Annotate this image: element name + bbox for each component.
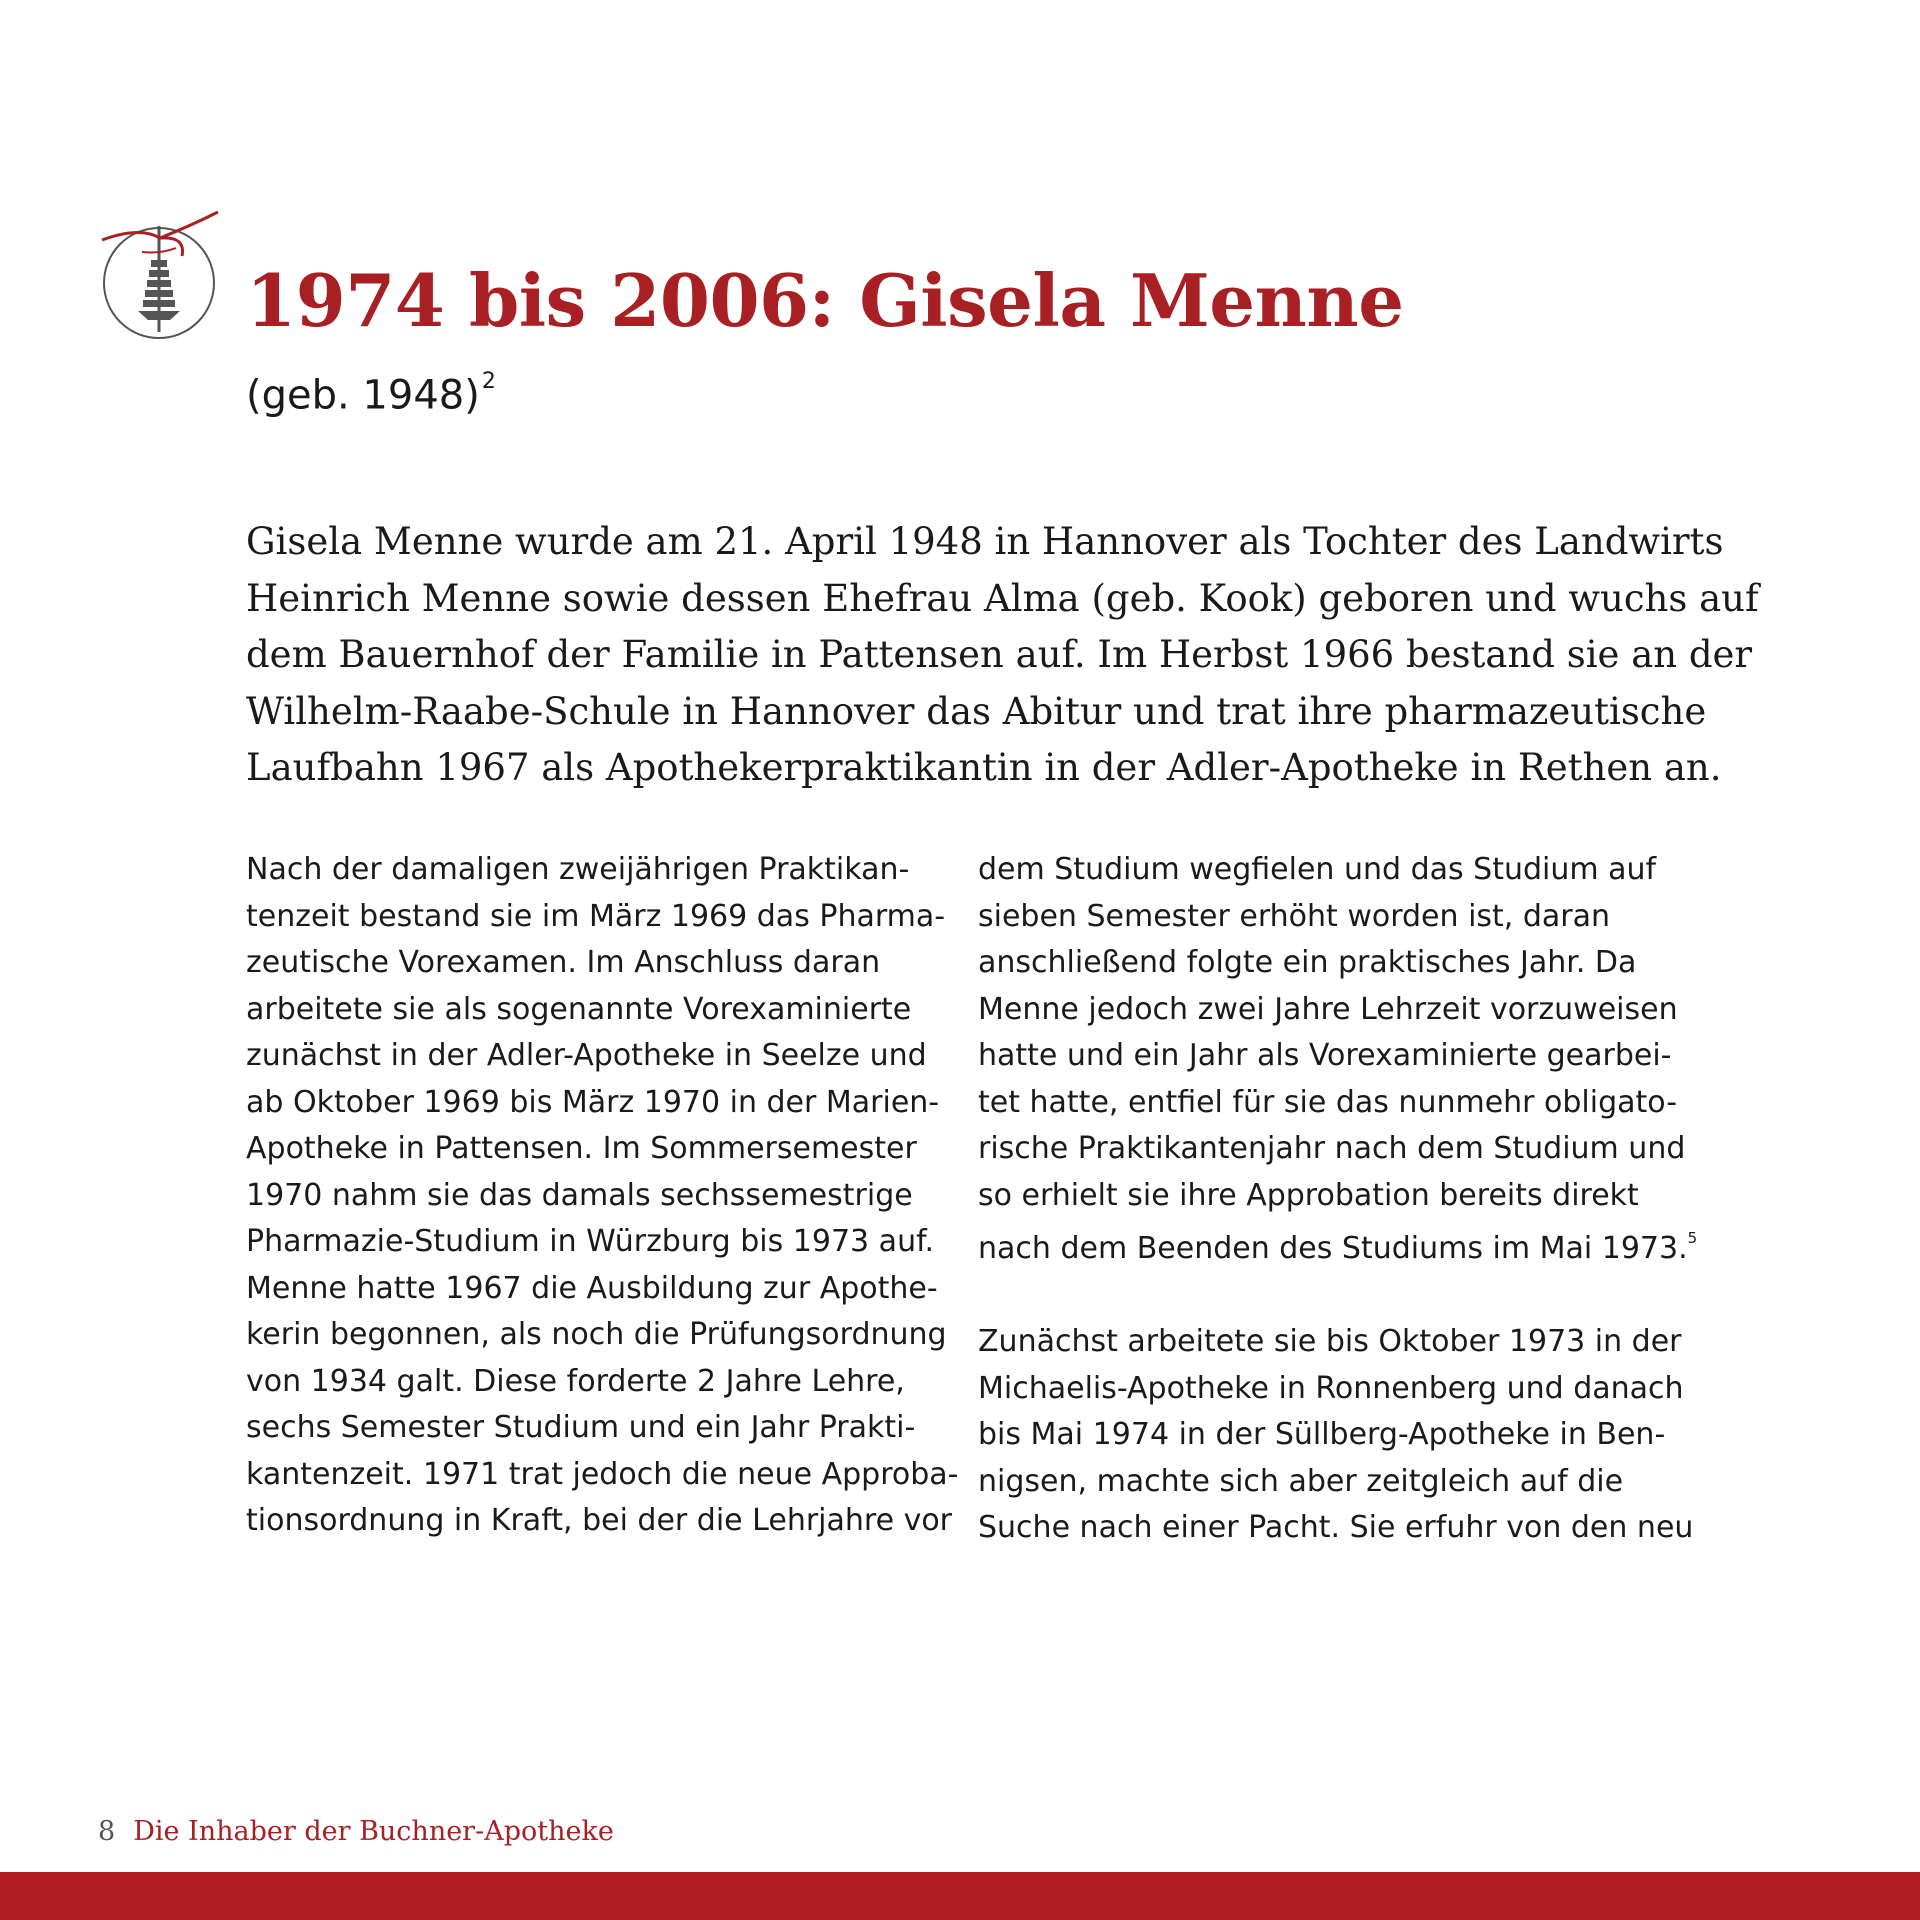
page-title: 1974 bis 2006: Gisela Menne [246, 258, 1404, 343]
text-line: bis Mai 1974 in der Süllberg-Apotheke in Ben- [978, 1417, 1666, 1452]
text-line: so erhielt sie ihre Approbation bereits direkt [978, 1177, 1639, 1213]
text-line [978, 1219, 1698, 1273]
text-line: Zunächst arbeitete sie bis Oktober 1973 in der [978, 1324, 1682, 1359]
lead-line: Gisela Menne wurde am 21. April 1948 in Hannover als Tochter des Landwirts [246, 520, 1724, 563]
lead-line: Heinrich Menne sowie dessen Ehefrau Alma (geb. Kook) geboren und wuchs auf [246, 576, 1759, 620]
paragraph-gap [978, 1273, 1678, 1320]
text-line: 1970 nahm sie das damals sechssemestrige [246, 1177, 913, 1213]
page-footer [98, 1812, 614, 1852]
lead-line: Wilhelm-Raabe-Schule in Hannover das Abitur und trat ihre pharmazeutische [246, 689, 1707, 733]
text-line: Suche nach einer Pacht. Sie erfuhr von den neu [978, 1510, 1694, 1545]
pharmacy-emblem-icon [100, 208, 230, 348]
text-line: nigsen, machte sich aber zeitgleich auf die [978, 1463, 1624, 1499]
text-line-content: nach dem Beenden des Studiums im Mai 1973. [978, 1231, 1688, 1266]
lead-line: Laufbahn 1967 als Apothekerpraktikantin in der Adler-Apotheke in Rethen an. [246, 746, 1722, 789]
lead-line: dem Bauernhof der Familie in Pattensen auf. Im Herbst 1966 bestand sie an der [246, 633, 1753, 676]
footnote-ref-5: 5 [1687, 1229, 1698, 1247]
text-line: Apotheke in Pattensen. Im Sommersemester [246, 1131, 917, 1166]
text-line: sechs Semester Studium und ein Jahr Prakti- [246, 1410, 916, 1445]
text-line: Pharmazie-Studium in Würzburg bis 1973 auf. [246, 1224, 934, 1259]
text-line: rische Praktikantenjahr nach dem Studium und [978, 1131, 1686, 1166]
lead-paragraph [246, 514, 1759, 797]
text-line: arbeitete sie als sogenannte Vorexaminierte [246, 991, 912, 1027]
text-line: tionsordnung in Kraft, bei der die Lehrjahre vor [246, 1503, 953, 1538]
body-column-left [246, 847, 959, 1545]
text-line: von 1934 galt. Diese forderte 2 Jahre Lehre, [246, 1363, 905, 1399]
running-title: Die Inhaber der Buchner-Apotheke [133, 1816, 614, 1847]
text-line: zeutische Vorexamen. Im Anschluss daran [246, 945, 881, 980]
birth-year-subtitle [246, 360, 496, 423]
text-line: hatte und ein Jahr als Vorexaminierte gearbei- [978, 1038, 1672, 1073]
text-line: zunächst in der Adler-Apotheke in Seelze und [246, 1038, 927, 1073]
text-line: Michaelis-Apotheke in Ronnenberg und danach [978, 1370, 1684, 1406]
subtitle-text: (geb. 1948) [246, 372, 480, 419]
text-line: ab Oktober 1969 bis März 1970 in der Marien- [246, 1084, 940, 1120]
text-line: dem Studium wegfielen und das Studium auf [978, 852, 1657, 887]
footer-color-bar [0, 1872, 1920, 1920]
text-line: sieben Semester erhöht worden ist, daran [978, 898, 1611, 934]
footnote-ref-2: 2 [481, 369, 496, 394]
text-line: Menne hatte 1967 die Ausbildung zur Apothe- [246, 1270, 938, 1306]
text-line: Nach der damaligen zweijährigen Praktikan- [246, 852, 910, 887]
text-line: Menne jedoch zwei Jahre Lehrzeit vorzuweisen [978, 991, 1678, 1027]
text-line: tet hatte, entfiel für sie das nunmehr obligato- [978, 1084, 1678, 1120]
text-line: tenzeit bestand sie im März 1969 das Pharma- [246, 898, 946, 934]
text-line: kerin begonnen, als noch die Prüfungsordnung [246, 1317, 947, 1352]
page-number: 8 [98, 1816, 116, 1847]
text-line: anschließend folgte ein praktisches Jahr. Da [978, 945, 1637, 980]
body-column-right [978, 847, 1698, 1552]
text-line: kantenzeit. 1971 trat jedoch die neue Approba- [246, 1456, 959, 1492]
